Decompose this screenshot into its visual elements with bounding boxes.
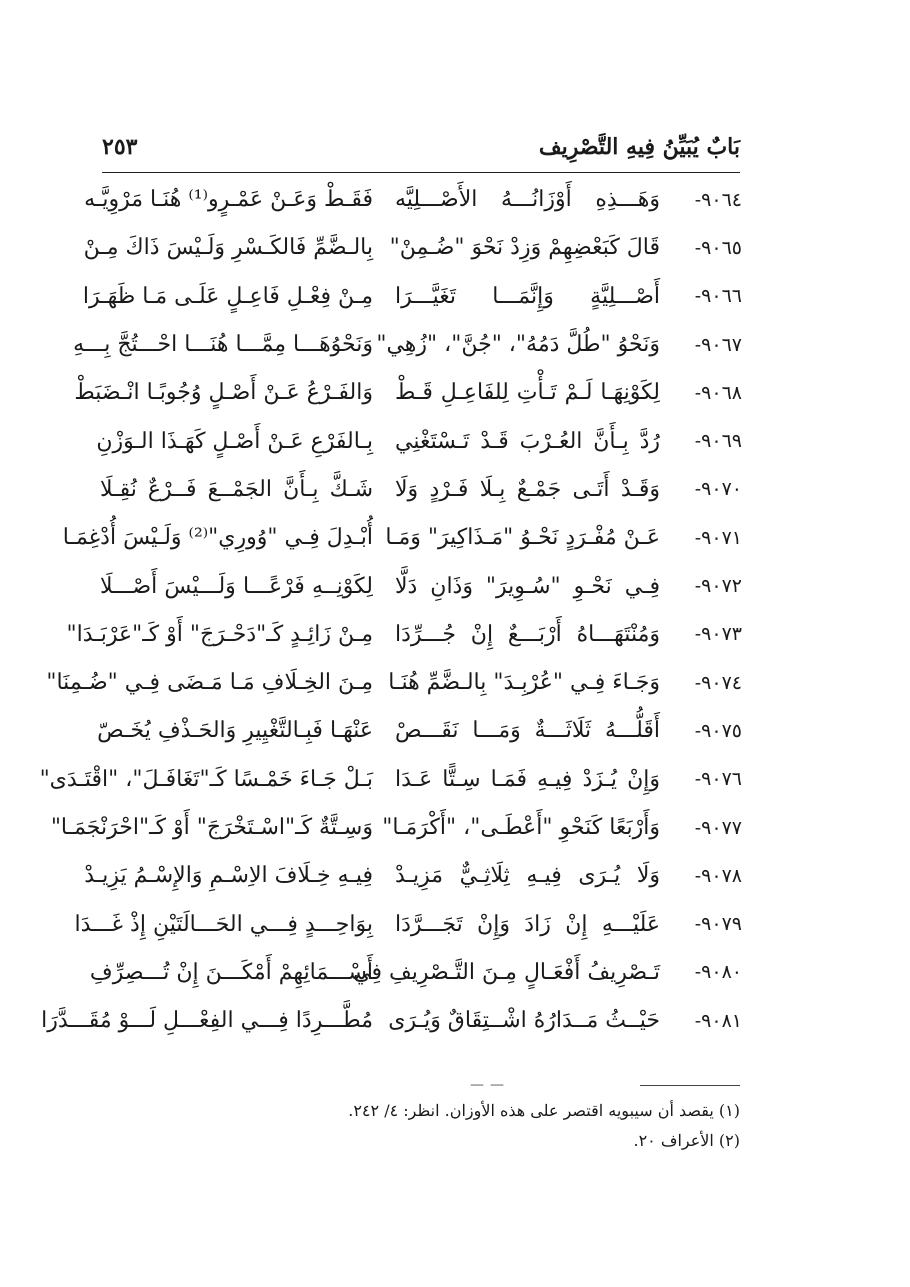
verse-first-hemistich: وَإِنْ يُـزَدْ فِيـهِ فَمَـا سِـتًّا عَـدَا <box>395 766 660 792</box>
verse-row <box>97 707 742 755</box>
page-number: ٢٥٣ <box>102 134 138 160</box>
verse-number: ٩٠٦٥- <box>694 236 742 259</box>
verse-row <box>74 900 742 948</box>
verse-second-hemistich: بِوَاحِـــدٍ فِـــي الحَـــالَتَيْنِ إِذْ غَـــدَا <box>74 911 373 937</box>
verse-number: ٩٠٧٨- <box>694 864 742 887</box>
verse-number: ٩٠٦٦- <box>694 285 742 308</box>
verse-first-hemistich: رُدَّ بِـأَنَّ العُـرْبَ قَـدْ تَـسْتَغْنِي <box>395 428 660 454</box>
verse-second-hemistich: بِـالفَرْعِ عَـنْ أَصْـلٍ كَهَـذَا الـوَزْنِ <box>96 428 373 454</box>
verse-row <box>83 224 742 272</box>
section-divider: —— <box>470 1077 510 1093</box>
verse-number: ٩٠٦٨- <box>694 381 742 404</box>
page-header <box>102 130 740 172</box>
verse-number: ٩٠٦٤- <box>694 188 742 211</box>
verse-second-hemistich: مِـنْ زَائِـدٍ كَـ"دَحْـرَجَ" أَوْ كَـ"عَرْبَـدَا" <box>66 621 373 647</box>
verse-row <box>100 466 742 514</box>
verse-second-hemistich: عَنْهَـا فَبِـالتَّغْيِيرِ وَالحَـذْفِ يُخَـصّ <box>97 718 373 744</box>
verse-row <box>74 369 742 417</box>
footnote: (٢) الأعراف ٢٠. <box>633 1131 740 1150</box>
verse-row <box>82 273 742 321</box>
verse-number: ٩٠٧٢- <box>694 575 742 598</box>
verse-row <box>39 756 742 804</box>
verse-first-hemistich: حَيْــثُ مَــدَارُهُ اشْــتِقَاقٌ وَيُـرَى <box>388 1008 660 1034</box>
verse-second-hemistich: وَسِـتَّةٌ كَـ"اسْـتَخْرَجَ" أَوْ كَـ"احْرَنْجَمَـا" <box>50 815 373 840</box>
verse-row <box>41 997 742 1045</box>
verse-row <box>84 176 742 224</box>
verse-second-hemistich: فِيـهِ خِـلَافَ الاِسْـمِ وَالإِسْـمُ يَزِيـدْ <box>84 863 373 889</box>
verse-second-hemistich: وَنَحْوُهَـــا مِمَّـــا هُنَـــا احْـــتُجَّ بِـــهِ <box>73 332 373 358</box>
verse-second-hemistich: بِالـضَّمِّ فَالكَـسْرِ وَلَـيْسَ ذَاكَ مِـنْ <box>83 235 373 261</box>
verse-row <box>84 852 742 900</box>
verse-number: ٩٠٨١- <box>694 1009 742 1032</box>
chapter-title: بَابٌ يُبَيِّنُ فِيهِ التَّصْرِيف <box>538 134 740 160</box>
verse-second-hemistich: مِـنْ فِعْـلِ فَاعِـلٍ عَلَـى مَـا ظَهَـرَا <box>82 283 373 309</box>
verse-first-hemistich: أَصْـــلِيَّةٍ وَإِنَّمَـــا تَغَيَّـــرَا <box>395 283 660 309</box>
verse-first-hemistich: وَلَا يُـرَى فِيـهِ ثِلَاثِـيٌّ مَزِيـدْ <box>395 863 660 889</box>
verse-row <box>73 321 742 369</box>
verse-list <box>39 176 742 1045</box>
verse-row <box>66 611 742 659</box>
verse-first-hemistich: وَهَـــذِهِ أَوْزَانُـــهُ الأَصْـــلِيَّه <box>395 187 660 213</box>
verse-second-hemistich: بَـلْ جَـاءَ خَمْـسًا كَـ"تَغَافَـلَ"، "اقْتَـدَى" <box>39 766 373 792</box>
verse-first-hemistich: عَـنْ مُفْـرَدٍ نَحْـوُ "مَـذَاكِيرَ" وَمَـا <box>385 525 660 551</box>
verse-row <box>89 949 742 997</box>
verse-number: ٩٠٧١- <box>694 526 742 549</box>
verse-first-hemistich: وَمُنْتَهَـــاهُ أَرْبَـــعٌ إِنْ جُـــرِّدَا <box>395 621 660 647</box>
verse-second-hemistich: مِـنَ الخِـلَافِ مَـا مَـضَى فِـي "ضُـمِنَا" <box>46 670 373 696</box>
verse-number: ٩٠٧٩- <box>694 913 742 936</box>
verse-first-hemistich: فِـي نَحْـوِ "سُـوِيرَ" وَذَانِ دَلَّا <box>395 573 660 599</box>
verse-second-hemistich: مُطَّـــرِدًا فِـــي الفِعْـــلِ لَـــوْ مُقَـــدَّرَا <box>41 1008 373 1034</box>
verse-row <box>50 804 742 852</box>
verse-number: ٩٠٧٣- <box>694 623 742 646</box>
verse-number: ٩٠٦٧- <box>694 333 742 356</box>
header-rule <box>102 172 740 173</box>
verse-row <box>62 514 742 562</box>
verse-second-hemistich: وَالفَـرْعُ عَـنْ أَصْـلٍ وُجُوبًـا انْـضَبَطْ <box>74 380 373 406</box>
verse-number: ٩٠٦٩- <box>694 430 742 453</box>
verse-first-hemistich: وَجَـاءَ فِـي "عُرْبِـدَ" بِالـضَّمِّ هُنَـا <box>388 670 660 696</box>
footnotes <box>100 1096 740 1156</box>
verse-second-hemistich: لِكَوْنِــهِ فَرْعًـــا وَلَـــيْسَ أَصْـــلَا <box>100 573 373 599</box>
verse-first-hemistich: لِكَوْنِهَـا لَـمْ تَـأْتِ لِلفَاعِـلِ قَـطْ <box>395 380 660 406</box>
verse-second-hemistich: شَـكَّ بِـأَنَّ الجَمْــعَ فَــرْعٌ نُقِـلَا <box>100 476 373 502</box>
verse-row <box>46 659 742 707</box>
verse-second-hemistich: أَسْـــمَائِهِمْ أَمْكَـــنَ إِنْ تُـــصِرِّفِ <box>89 959 373 985</box>
verse-first-hemistich: تَـصْرِيفُ أَفْعَـالٍ مِـنَ التَّـصْرِيفِ فِي <box>353 959 660 985</box>
verse-number: ٩٠٨٠- <box>694 961 742 984</box>
verse-second-hemistich: فَقَـطْ وَعَـنْ عَمْـرٍو⁽¹⁾ هُنَـا مَرْوِيَّـه <box>84 187 373 213</box>
verse-row <box>100 562 742 610</box>
verse-number: ٩٠٧٧- <box>694 816 742 839</box>
verse-second-hemistich: أُبْـدِلَ فِـي "وُورِي"⁽²⁾ وَلَـيْسَ أُدْغِمَـا <box>62 525 373 551</box>
verse-first-hemistich: قَالَ كَبَعْضِهِمْ وَزِدْ نَحْوَ "ضُـمِنْ" <box>389 235 660 261</box>
verse-first-hemistich: وَأَرْبَعًا كَنَحْوِ "أَعْطَـى"، "أَكْرَمَـا" <box>382 815 660 840</box>
verse-number: ٩٠٧٤- <box>694 671 742 694</box>
verse-number: ٩٠٧٦- <box>694 768 742 791</box>
verse-number: ٩٠٧٠- <box>694 478 742 501</box>
verse-number: ٩٠٧٥- <box>694 719 742 742</box>
verse-first-hemistich: أَقَلُّـــهُ ثَلَاثَـــةٌ وَمَـــا نَقَـــصْ <box>395 718 660 744</box>
footnote: (١) يقصد أن سيبويه اقتصر على هذه الأوزان. انظر: ٤/ ٢٤٢. <box>348 1101 740 1120</box>
verse-first-hemistich: وَقَـدْ أَتَـى جَمْـعٌ بِـلَا فَـرْدٍ وَلَا <box>395 476 660 502</box>
verse-first-hemistich: وَنَحْوُ "طُلَّ دَمُهُ"، "جُنَّ"، "زُهِي" <box>376 332 660 358</box>
verse-row <box>96 417 742 465</box>
footnote-separator <box>640 1085 740 1086</box>
verse-first-hemistich: عَلَيْـــهِ إِنْ زَادَ وَإِنْ تَجَـــرَّدَا <box>395 911 660 937</box>
